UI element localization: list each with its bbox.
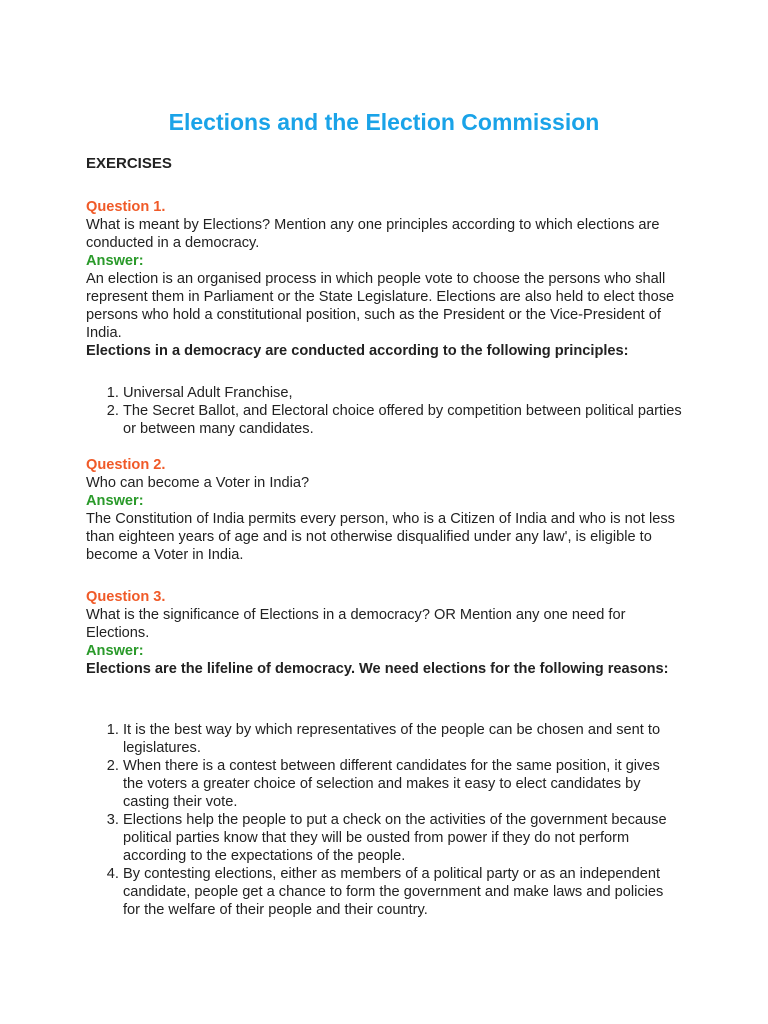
- list-item: 2. When there is a contest between different candidates for the same position, it gives the voters a greater choice of selection and makes it easy to elect candidates by casting their vote.: [123, 757, 682, 811]
- question-label: Question 2.: [86, 457, 166, 473]
- answer-label: Answer:: [86, 643, 144, 659]
- answer-text: The Constitution of India permits every person, who is a Citizen of India and who is not less than eighteen years of age and is not otherwise disqualified under any law', is eligible to become a Voter in India.: [86, 511, 675, 563]
- list-item: 4. By contesting elections, either as members of a political party or as an independent candidate, people get a chance to form the government and make laws and policies for the welfare of their people and their country.: [123, 865, 682, 919]
- list-item: 1. It is the best way by which representatives of the people can be chosen and sent to legislatures.: [123, 721, 682, 757]
- question-text: Who can become a Voter in India?: [86, 475, 310, 491]
- list-item: 1. Universal Adult Franchise,: [123, 384, 682, 402]
- question-3-block: [86, 588, 682, 678]
- question-label: Question 3.: [86, 589, 166, 605]
- answer-label: Answer:: [86, 253, 144, 269]
- answer-text: An election is an organised process in which people vote to choose the persons who shall represent them in Parliament or the State Legislature. Elections are also held to elect those persons who hold a constitutional position, such as the President or the Vice-President of India.: [86, 271, 675, 341]
- principles-heading: Elections in a democracy are conducted according to the following principles:: [86, 343, 629, 359]
- list-item: 2. The Secret Ballot, and Electoral choice offered by competition between political parties or between many candidates.: [123, 402, 682, 438]
- question-text: What is meant by Elections? Mention any one principles according to which elections are conducted in a democracy.: [86, 217, 660, 251]
- document-title: Elections and the Election Commission: [168, 109, 600, 135]
- section-heading: EXERCISES: [86, 155, 172, 172]
- reasons-list: [86, 721, 682, 919]
- question-1-block: [86, 198, 682, 360]
- answer-heading: Elections are the lifeline of democracy. We need elections for the following reasons:: [86, 661, 669, 677]
- question-label: Question 1.: [86, 199, 166, 215]
- question-2-block: [86, 456, 682, 564]
- principles-list: [86, 384, 682, 438]
- answer-label: Answer:: [86, 493, 144, 509]
- list-item: 3. Elections help the people to put a check on the activities of the government because political parties know that they will be ousted from power if they do not perform according to the expectations of the people.: [123, 811, 682, 865]
- question-text: What is the significance of Elections in a democracy? OR Mention any one need for Elections.: [86, 607, 626, 641]
